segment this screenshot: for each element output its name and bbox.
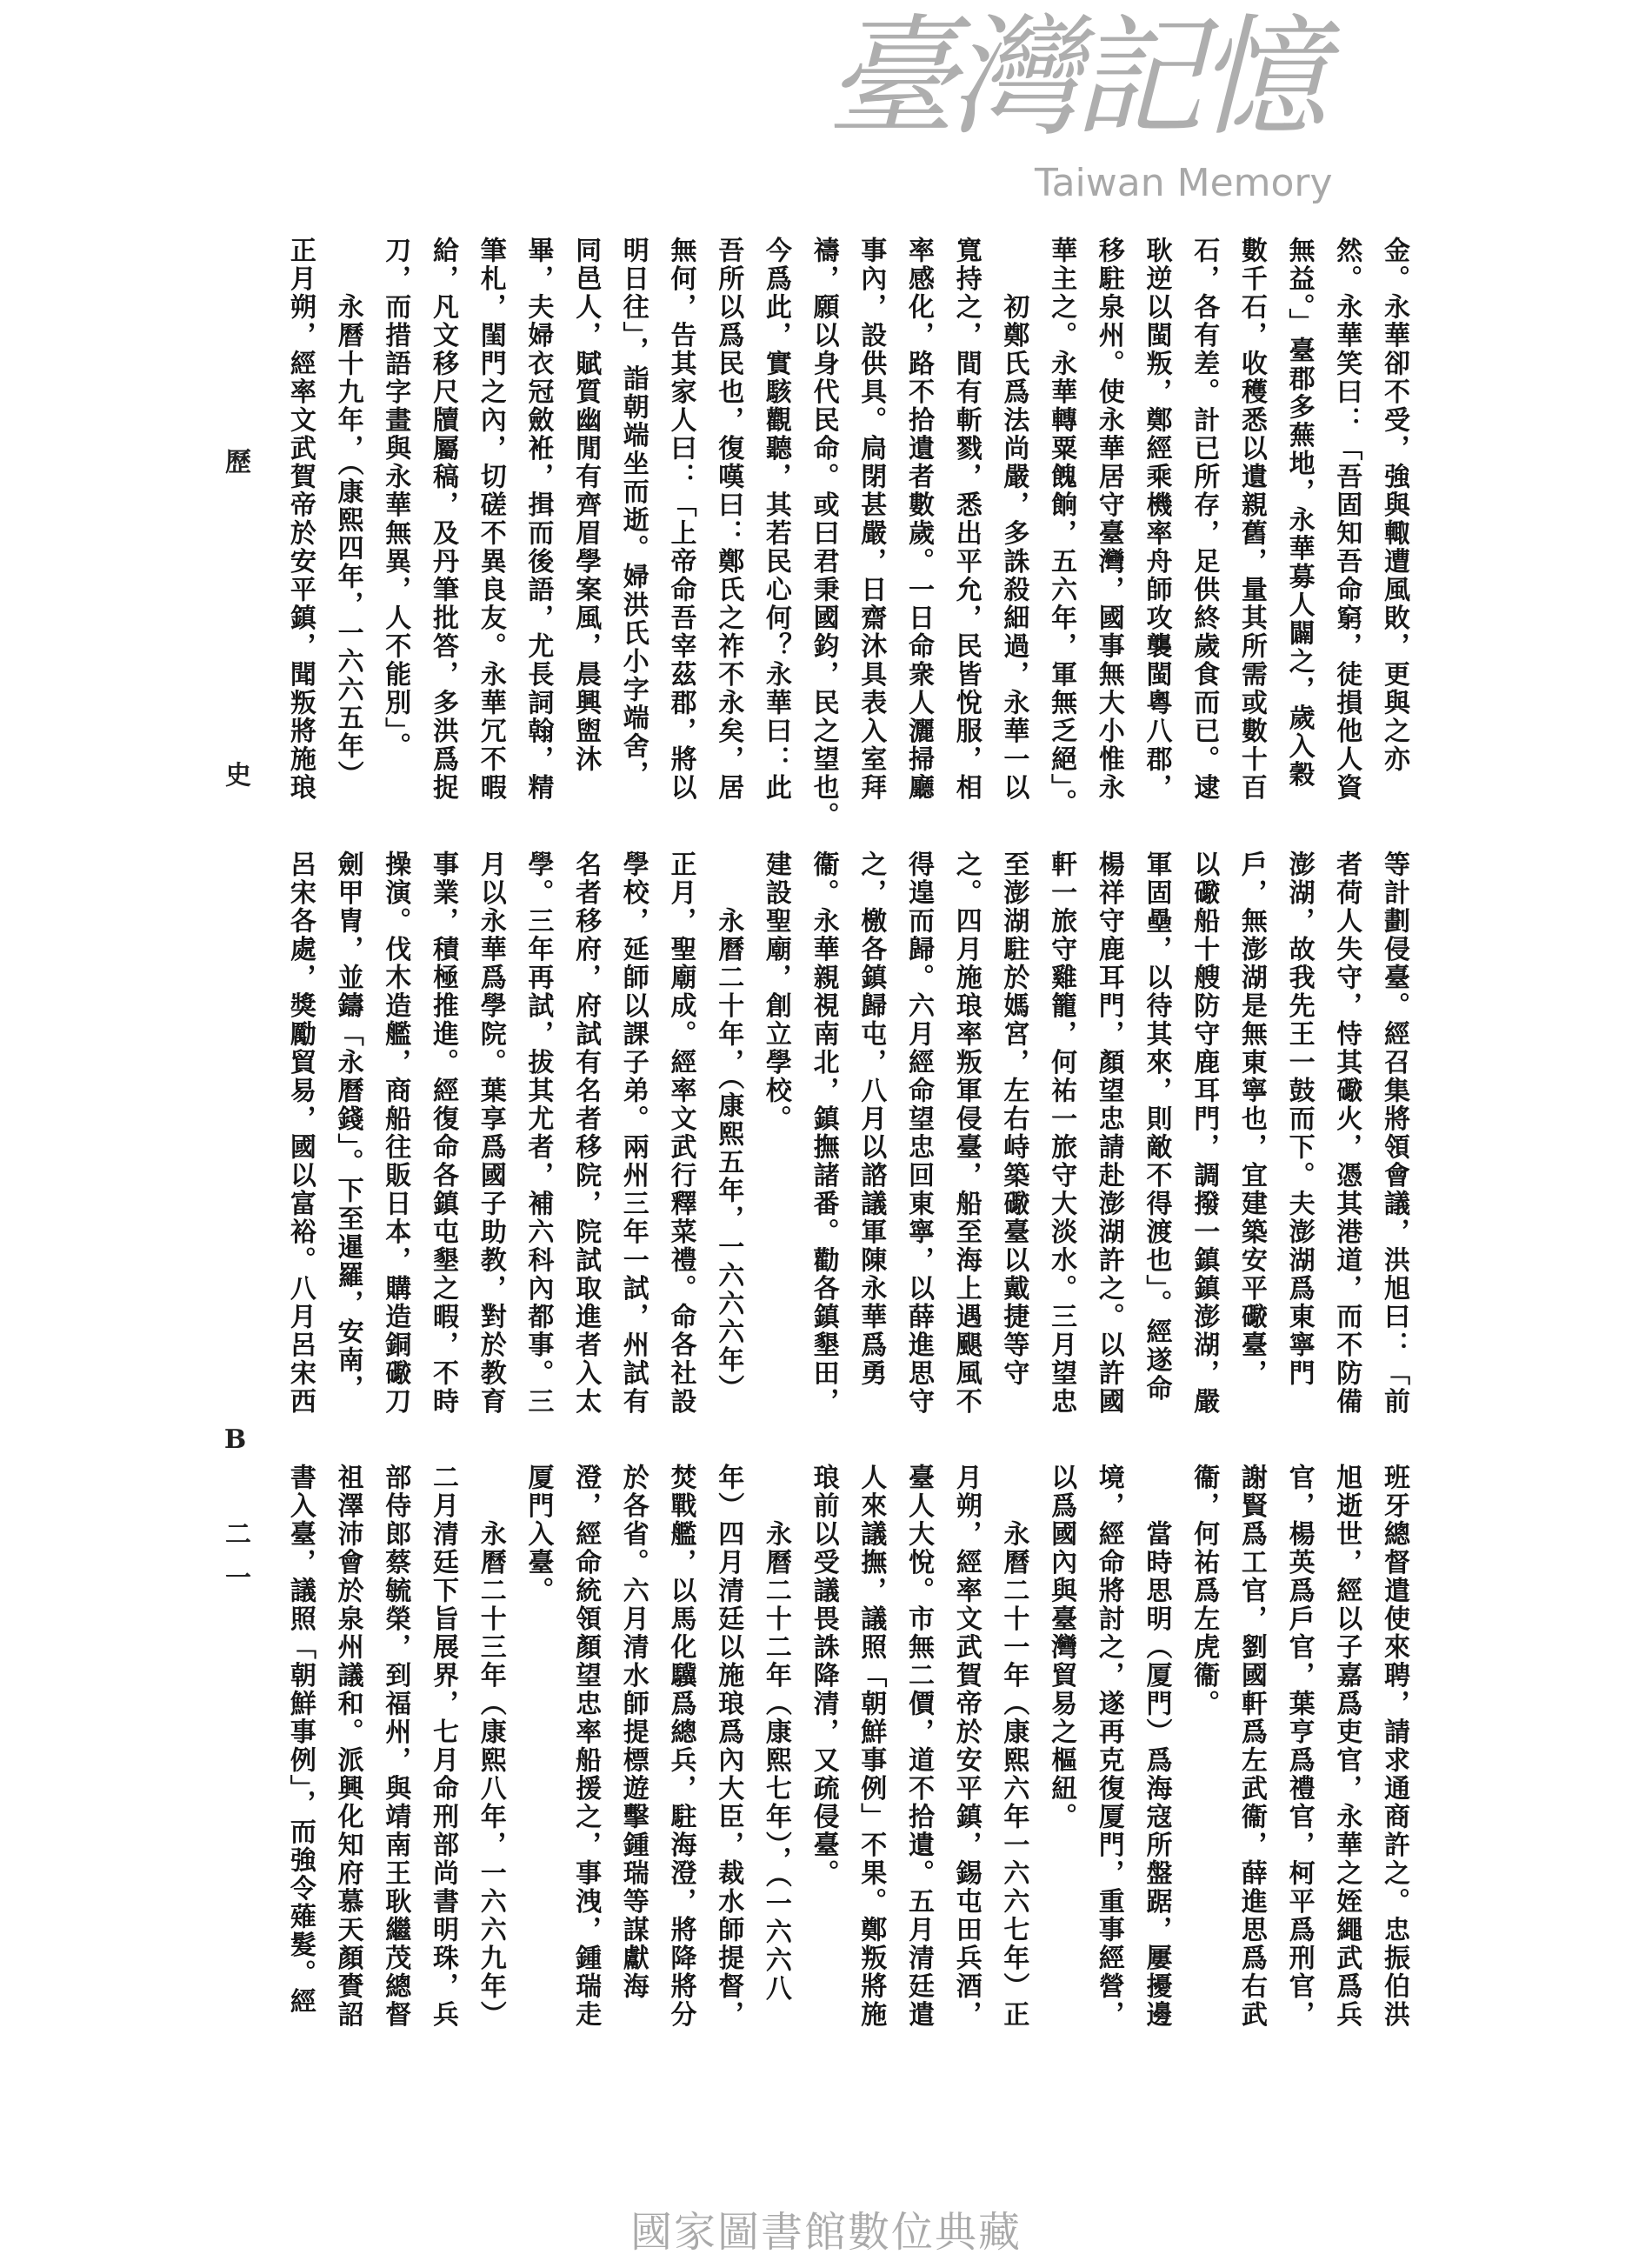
text-column: 書入臺，議照「朝鮮事例」，而強令薙髮。經	[284, 1464, 316, 2016]
text-column: 石，各有差。計已所存，足供終歲食而已。逮	[1189, 237, 1220, 802]
text-column: 之。四月施琅率叛軍侵臺，船至海上遇颶風不	[950, 850, 982, 1416]
text-column: 軍固壘，以待其來，則敵不得渡也」。經遂命	[1141, 850, 1172, 1403]
watermark-english: Taiwan Memory	[1035, 161, 1333, 205]
text-column: 班牙總督遣使來聘，請求通商許之。忠振伯洪	[1379, 1464, 1409, 2029]
text-column: 耿逆以閩叛，鄭經乘機率舟師攻襲閩粵八郡，	[1141, 237, 1172, 802]
text-column: 無何，告其家人曰：「上帝命吾宰茲郡，將以	[665, 237, 696, 802]
text-column: 人來議撫，議照「朝鮮事例」不果。鄭叛將施	[856, 1464, 887, 2029]
text-column: 琅前以受議畏誅降清，又疏侵臺。	[808, 1464, 839, 1888]
text-column: 澄，經命統領顏望忠率船援之，事洩，鍾瑞走	[570, 1464, 602, 2029]
text-column: 至澎湖駐於媽宮，左右峙築礮臺以戴捷等守	[998, 850, 1029, 1388]
text-column: 吾所以爲民也，復嘆曰：鄭氏之祚不永矣，居	[713, 237, 744, 802]
text-column: 得遑而歸。六月經命望忠回東寧，以薛進思守	[903, 850, 934, 1416]
text-column: 同邑人，賦質幽閒有齊眉學案風，晨興盥沐	[570, 237, 602, 774]
text-band-top	[0, 237, 1652, 830]
text-column: 筆札，閨門之內，切磋不異良友。永華冗不暇	[475, 237, 506, 802]
text-column: 年）四月清廷以施琅爲內大臣，裁水師提督，	[713, 1464, 744, 2029]
text-column: 當時思明（厦門）爲海寇所盤踞，屢擾邊	[1141, 1520, 1172, 2029]
text-column: 建設聖廟，創立學校。	[760, 850, 791, 1133]
text-column: 戶，無澎湖是無東寧也，宜建築安平礮臺，	[1236, 850, 1267, 1388]
text-column: 名者移府，府試有名者移院，院試取進者入太	[570, 850, 602, 1416]
text-column: 二月清廷下旨展界，七月命刑部尚書明珠，兵	[428, 1464, 458, 2029]
text-column: 祖澤沛會於泉州議和。派興化知府慕天顏賚詔	[332, 1464, 363, 2029]
text-column: 然。永華笑曰：「吾固知吾命窮，徒損他人資	[1331, 237, 1362, 802]
text-column: 無益。」臺郡多蕪地，永華募人闢之，歲入穀	[1283, 237, 1315, 789]
text-column: 華主之。永華轉粟餽餉，五六年，軍無乏絕」。	[1046, 237, 1077, 817]
running-header-section: 歷 史	[220, 448, 250, 917]
text-column: 事內，設供具。扃閉甚嚴，日齋沐具表入室拜	[856, 237, 887, 802]
text-column: 刀，而措語字畫與永華無異，人不能別」。	[380, 237, 411, 761]
text-column: 學校，延師以課子弟。兩州三年一試，州試有	[617, 850, 649, 1416]
text-column: 事業，積極推進。經復命各鎮屯墾之暇，不時	[428, 850, 458, 1416]
text-band-middle	[0, 850, 1652, 1424]
text-column: 數千石，收穫悉以遺親舊，量其所需或數十百	[1236, 237, 1267, 802]
text-column: 操演。伐木造艦，商船往販日本，購造銅礮刀	[380, 850, 411, 1416]
watermark-chinese: 臺灣記憶	[826, 3, 1321, 154]
text-column: 衞。永華親視南北，鎮撫諸番。勸各鎮墾田，	[808, 850, 839, 1416]
text-column: 境，經命將討之，遂再克復厦門，重事經營，	[1093, 1464, 1124, 2029]
text-column: 等計劃侵臺。經召集將領會議，洪旭曰：「前	[1379, 850, 1409, 1416]
text-column: 衞，何祐爲左虎衞。	[1189, 1464, 1220, 1718]
text-column: 永曆二十年，（康熙五年，一六六六年）	[713, 907, 744, 1403]
page-number: B 二一	[220, 1424, 250, 1607]
text-column: 今爲此，實駭觀聽，其若民心何？永華曰：此	[760, 237, 791, 802]
text-column: 月朔，經率文武賀帝於安平鎮，錫屯田兵酒，	[950, 1464, 982, 2029]
text-column: 軒一旅守雞籠，何祐一旅守大淡水。三月望忠	[1046, 850, 1077, 1416]
text-column: 寬持之，間有斬戮，悉出平允，民皆悅服，相	[950, 237, 982, 802]
text-column: 旭逝世，經以子嘉爲吏官，永華之姪繩武爲兵	[1331, 1464, 1362, 2029]
text-column: 正月，聖廟成。經率文武行釋菜禮。命各社設	[665, 850, 696, 1416]
text-column: 厦門入臺。	[523, 1464, 554, 1605]
text-band-bottom	[0, 1464, 1652, 2038]
text-column: 者荷人失守，恃其礮火，憑其港道，而不防備	[1331, 850, 1362, 1416]
text-column: 移駐泉州。使永華居守臺灣，國事無大小惟永	[1093, 237, 1124, 802]
text-column: 畢，夫婦衣冠斂袵，揖而後語，尤長詞翰，精	[523, 237, 554, 802]
text-column: 永曆二十三年（康熙八年，一六六九年）	[475, 1520, 506, 2029]
text-column: 以礮船十艘防守鹿耳門，調撥一鎮鎮澎湖，嚴	[1189, 850, 1220, 1416]
watermark-logo	[826, 0, 1348, 217]
text-column: 焚戰艦，以馬化驥爲總兵，駐海澄，將降將分	[665, 1464, 696, 2029]
text-column: 禱，願以身代民命。或曰君秉國鈞，民之望也。	[808, 237, 839, 830]
text-column: 以爲國內與臺灣貿易之樞紐。	[1046, 1464, 1077, 1831]
text-column: 永曆十九年，（康熙四年，一六六五年）	[332, 293, 363, 789]
text-column: 之，檄各鎮歸屯，八月以諮議軍陳永華爲勇	[856, 850, 887, 1388]
text-column: 正月朔，經率文武賀帝於安平鎮，聞叛將施琅	[284, 237, 316, 802]
text-column: 永曆二十二年（康熙七年），（一六六八	[760, 1520, 791, 2003]
text-column: 學。三年再試，拔其尤者，補六科內都事。三	[523, 850, 554, 1416]
text-column: 初鄭氏爲法尚嚴，多誅殺細過，永華一以	[998, 293, 1029, 802]
text-column: 臺人大悅。市無二價，道不拾遺。五月清廷遣	[903, 1464, 934, 2029]
footer-archive-credit: 國家圖書館數位典藏	[629, 2208, 1022, 2257]
text-column: 澎湖，故我先王一鼓而下。夫澎湖爲東寧門	[1283, 850, 1315, 1388]
text-column: 部侍郎蔡毓榮，到福州，與靖南王耿繼茂總督	[380, 1464, 411, 2029]
text-column: 給，凡文移尺牘屬稿，及丹筆批答，多洪爲捉	[428, 237, 458, 802]
text-column: 官，楊英爲戶官，葉亨爲禮官，柯平爲刑官，	[1283, 1464, 1315, 2029]
text-column: 金。永華卻不受，強與輙遭風敗，更與之亦	[1379, 237, 1409, 774]
text-column: 呂宋各處，獎勵貿易，國以富裕。八月呂宋西	[284, 850, 316, 1416]
text-column: 永曆二十一年（康熙六年一六六七年）正	[998, 1520, 1029, 2029]
text-column: 劍甲冑，並鑄「永曆錢」。下至暹羅，安南，	[332, 850, 363, 1403]
text-column: 月以永華爲學院。葉享爲國子助教，對於教育	[475, 850, 506, 1416]
text-column: 於各省。六月清水師提標遊擊鍾瑞等謀獻海	[617, 1464, 649, 2001]
text-column: 明日往」，詣朝端坐而逝。婦洪氏小字端舍，	[617, 237, 649, 789]
text-column: 謝賢爲工官，劉國軒爲左武衞，薛進思爲右武	[1236, 1464, 1267, 2029]
text-column: 率感化，路不拾遺者數歲。一日命衆人灑掃廳	[903, 237, 934, 802]
text-column: 楊祥守鹿耳門，顏望忠請赴澎湖許之。以許國	[1093, 850, 1124, 1416]
